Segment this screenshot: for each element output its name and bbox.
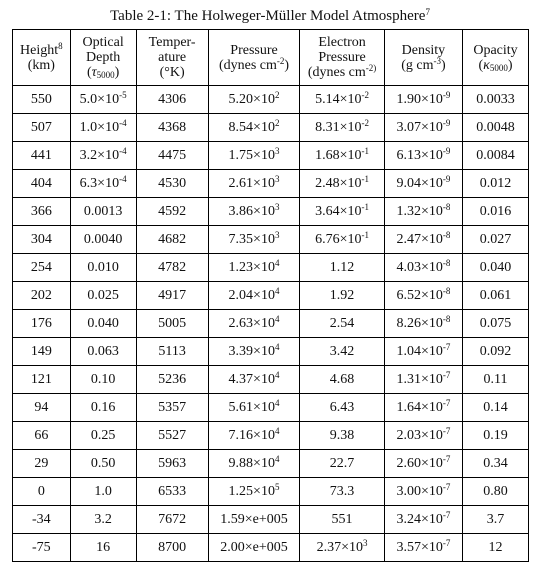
cell-electron-pressure — [300, 422, 384, 450]
cell-optical-depth — [70, 478, 136, 506]
cell-optical-depth-mantissa: 0.16 — [90, 399, 116, 415]
cell-density-mantissa: 1.64×10 — [396, 399, 443, 415]
cell-optical-depth — [70, 142, 136, 170]
cell-density-mantissa: 2.03×10 — [396, 427, 443, 443]
cell-pressure — [208, 226, 300, 254]
table-row — [13, 422, 529, 450]
cell-density-exponent: -7 — [442, 453, 451, 464]
cell-height: 550 — [13, 86, 71, 114]
cell-temperature: 4782 — [136, 254, 208, 282]
kappa-subscript: 5000 — [489, 62, 508, 73]
table-row — [13, 506, 529, 534]
header-density-label: Density — [401, 42, 446, 58]
cell-pressure-exponent: 2 — [274, 117, 280, 128]
cell-pressure — [208, 478, 300, 506]
cell-density-exponent: -8 — [442, 285, 451, 296]
cell-pressure-mantissa: 2.04×10 — [228, 287, 275, 303]
table-header — [13, 30, 529, 86]
cell-opacity: 3.7 — [463, 506, 529, 534]
height-footnote-marker: 8 — [58, 40, 63, 51]
cell-density-mantissa: 2.47×10 — [396, 231, 443, 247]
cell-density — [384, 366, 462, 394]
cell-optical-depth — [70, 282, 136, 310]
cell-height: 366 — [13, 198, 71, 226]
header-height-label: Height — [20, 42, 59, 58]
cell-electron-pressure — [300, 534, 384, 562]
cell-pressure-mantissa: 8.54×10 — [228, 119, 275, 135]
cell-optical-depth-mantissa: 0.025 — [87, 287, 119, 303]
cell-optical-depth-mantissa: 16 — [96, 539, 111, 555]
cell-density-mantissa: 3.57×10 — [396, 539, 443, 555]
cell-density-exponent: -7 — [442, 397, 451, 408]
cell-electron-pressure-mantissa: 2.48×10 — [315, 175, 362, 191]
cell-electron-pressure-mantissa: 2.54 — [329, 315, 355, 331]
cell-pressure — [208, 310, 300, 338]
cell-temperature: 5113 — [136, 338, 208, 366]
header-depth-label: Depth — [86, 50, 121, 65]
cell-optical-depth-mantissa: 0.0013 — [83, 203, 123, 219]
cell-optical-depth — [70, 86, 136, 114]
header-epressure-label: Pressure — [318, 50, 366, 65]
cell-pressure-mantissa: 2.00×e+005 — [220, 539, 288, 555]
cell-optical-depth-mantissa: 5.0×10 — [79, 91, 120, 107]
cell-electron-pressure-mantissa: 2.37×10 — [316, 539, 363, 555]
pressure-unit-close: ) — [284, 57, 290, 73]
cell-density-exponent: -8 — [442, 257, 451, 268]
cell-opacity: 0.0033 — [463, 86, 529, 114]
cell-electron-pressure-exponent: -2 — [361, 89, 369, 100]
header-optical-label: Optical — [82, 35, 124, 50]
cell-pressure-mantissa: 7.16×10 — [228, 427, 275, 443]
header-temperature-unit: (°K) — [159, 65, 185, 80]
cell-temperature: 5357 — [136, 394, 208, 422]
cell-opacity: 0.80 — [463, 478, 529, 506]
table-row — [13, 226, 529, 254]
cell-opacity: 0.061 — [463, 282, 529, 310]
cell-optical-depth-mantissa: 1.0×10 — [79, 119, 120, 135]
cell-density-mantissa: 3.07×10 — [396, 119, 443, 135]
cell-temperature: 4592 — [136, 198, 208, 226]
table-row — [13, 254, 529, 282]
cell-pressure-mantissa: 5.61×10 — [228, 399, 275, 415]
cell-electron-pressure — [300, 394, 384, 422]
cell-pressure-mantissa: 3.86×10 — [228, 203, 275, 219]
cell-density — [384, 506, 462, 534]
cell-opacity: 0.11 — [463, 366, 529, 394]
cell-height: 404 — [13, 170, 71, 198]
cell-density-exponent: -7 — [442, 341, 451, 352]
cell-density — [384, 534, 462, 562]
cell-pressure-exponent: 4 — [274, 369, 280, 380]
cell-density-mantissa: 3.00×10 — [396, 483, 443, 499]
cell-pressure — [208, 114, 300, 142]
cell-temperature: 6533 — [136, 478, 208, 506]
cell-temperature: 4917 — [136, 282, 208, 310]
table-row — [13, 366, 529, 394]
cell-density-exponent: -8 — [442, 313, 451, 324]
cell-height: 202 — [13, 282, 71, 310]
tau-subscript: 5000 — [96, 70, 115, 80]
cell-temperature: 4530 — [136, 170, 208, 198]
cell-density-mantissa: 1.32×10 — [396, 203, 443, 219]
cell-electron-pressure-mantissa: 1.12 — [329, 259, 355, 275]
cell-pressure-exponent: 5 — [274, 481, 280, 492]
header-epressure-unit — [300, 65, 383, 80]
cell-electron-pressure-mantissa: 5.14×10 — [315, 91, 362, 107]
cell-pressure-mantissa: 1.59×e+005 — [220, 511, 288, 527]
column-header-pressure — [208, 30, 300, 86]
cell-electron-pressure — [300, 310, 384, 338]
cell-pressure-exponent: 3 — [274, 201, 280, 212]
cell-pressure — [208, 366, 300, 394]
cell-pressure-mantissa: 9.88×10 — [228, 455, 275, 471]
cell-density-mantissa: 6.13×10 — [396, 147, 443, 163]
cell-density-mantissa: 1.31×10 — [396, 371, 443, 387]
cell-pressure-mantissa: 4.37×10 — [228, 371, 275, 387]
table-row — [13, 86, 529, 114]
cell-height: 121 — [13, 366, 71, 394]
tau-glyph: τ — [91, 65, 97, 80]
column-header-optical-depth — [70, 30, 136, 86]
cell-electron-pressure — [300, 478, 384, 506]
epressure-unit-text: (dynes cm — [307, 65, 366, 80]
cell-opacity: 0.14 — [463, 394, 529, 422]
cell-height: -75 — [13, 534, 71, 562]
cell-opacity: 0.012 — [463, 170, 529, 198]
cell-optical-depth — [70, 422, 136, 450]
cell-pressure — [208, 534, 300, 562]
table-row — [13, 534, 529, 562]
cell-electron-pressure-mantissa: 1.68×10 — [315, 147, 362, 163]
cell-density-mantissa: 6.52×10 — [396, 287, 443, 303]
caption-text: Table 2-1: The Holweger-Müller Model Atmosphere — [110, 8, 426, 24]
column-header-electron-pressure — [300, 30, 384, 86]
column-header-opacity — [463, 30, 529, 86]
density-unit-text: (g cm — [401, 57, 434, 73]
cell-pressure-mantissa: 3.39×10 — [228, 343, 275, 359]
cell-optical-depth-mantissa: 3.2×10 — [79, 147, 120, 163]
cell-opacity: 0.016 — [463, 198, 529, 226]
cell-electron-pressure — [300, 114, 384, 142]
cell-opacity: 0.0048 — [463, 114, 529, 142]
cell-height: -34 — [13, 506, 71, 534]
cell-electron-pressure — [300, 226, 384, 254]
table-row — [13, 170, 529, 198]
table-caption — [0, 0, 540, 24]
cell-electron-pressure-mantissa: 1.92 — [329, 287, 355, 303]
density-unit-exponent: -3 — [433, 55, 441, 66]
cell-temperature: 5005 — [136, 310, 208, 338]
cell-density — [384, 86, 462, 114]
cell-density-mantissa: 1.04×10 — [396, 343, 443, 359]
cell-height: 176 — [13, 310, 71, 338]
cell-density-exponent: -9 — [442, 89, 451, 100]
cell-density-mantissa: 1.90×10 — [396, 91, 443, 107]
cell-electron-pressure-mantissa: 8.31×10 — [315, 119, 362, 135]
cell-density-exponent: -8 — [442, 201, 451, 212]
cell-electron-pressure-mantissa: 6.76×10 — [315, 231, 362, 247]
density-unit-close: ) — [440, 57, 446, 73]
cell-pressure — [208, 282, 300, 310]
cell-electron-pressure-exponent: -1 — [361, 145, 369, 156]
cell-electron-pressure-mantissa: 73.3 — [329, 483, 355, 499]
cell-density — [384, 422, 462, 450]
cell-pressure-exponent: 4 — [274, 453, 280, 464]
cell-electron-pressure-exponent: 3 — [363, 537, 368, 548]
column-header-temperature — [136, 30, 208, 86]
cell-optical-depth-mantissa: 0.50 — [90, 455, 116, 471]
cell-electron-pressure — [300, 450, 384, 478]
cell-optical-depth — [70, 170, 136, 198]
column-header-height — [13, 30, 71, 86]
column-header-density — [384, 30, 462, 86]
cell-optical-depth — [70, 254, 136, 282]
cell-height: 507 — [13, 114, 71, 142]
cell-pressure-exponent: 4 — [274, 313, 280, 324]
cell-optical-depth-mantissa: 6.3×10 — [79, 175, 120, 191]
cell-electron-pressure-mantissa: 9.38 — [329, 427, 355, 443]
cell-density-exponent: -9 — [442, 145, 451, 156]
header-temper-label: Temper- — [148, 35, 196, 50]
cell-density-exponent: -7 — [442, 425, 451, 436]
table-row — [13, 450, 529, 478]
cell-height: 441 — [13, 142, 71, 170]
cell-height: 254 — [13, 254, 71, 282]
cell-pressure-mantissa: 2.63×10 — [228, 315, 275, 331]
table-row — [13, 114, 529, 142]
cell-temperature: 5527 — [136, 422, 208, 450]
cell-pressure — [208, 198, 300, 226]
cell-optical-depth-exponent: -4 — [119, 117, 127, 128]
cell-electron-pressure-mantissa: 3.64×10 — [315, 203, 362, 219]
cell-pressure — [208, 422, 300, 450]
cell-optical-depth — [70, 310, 136, 338]
cell-optical-depth-exponent: -5 — [119, 89, 127, 100]
table-row — [13, 338, 529, 366]
cell-pressure-exponent: 3 — [274, 145, 280, 156]
cell-height: 29 — [13, 450, 71, 478]
cell-opacity: 0.040 — [463, 254, 529, 282]
cell-pressure-exponent: 4 — [274, 341, 280, 352]
table-row — [13, 478, 529, 506]
cell-density-exponent: -8 — [442, 229, 451, 240]
cell-opacity: 0.0084 — [463, 142, 529, 170]
cell-optical-depth — [70, 226, 136, 254]
cell-density — [384, 114, 462, 142]
atmosphere-table — [12, 29, 529, 562]
cell-pressure — [208, 170, 300, 198]
cell-optical-depth — [70, 450, 136, 478]
header-row — [13, 30, 529, 86]
cell-optical-depth — [70, 114, 136, 142]
cell-optical-depth-exponent: -4 — [119, 145, 127, 156]
cell-electron-pressure-exponent: -1 — [361, 201, 369, 212]
caption-footnote-marker: 7 — [425, 7, 430, 17]
cell-electron-pressure-mantissa: 4.68 — [329, 371, 355, 387]
cell-optical-depth-mantissa: 1.0 — [94, 483, 112, 499]
cell-temperature: 4306 — [136, 86, 208, 114]
cell-opacity: 0.19 — [463, 422, 529, 450]
cell-optical-depth-mantissa: 0.0040 — [83, 231, 123, 247]
cell-pressure-mantissa: 1.23×10 — [228, 259, 275, 275]
cell-opacity: 0.027 — [463, 226, 529, 254]
cell-optical-depth — [70, 534, 136, 562]
cell-pressure-mantissa: 5.20×10 — [228, 91, 275, 107]
table-row — [13, 310, 529, 338]
cell-temperature: 4368 — [136, 114, 208, 142]
cell-height: 149 — [13, 338, 71, 366]
table-row — [13, 142, 529, 170]
header-ature-label: ature — [158, 50, 187, 65]
cell-electron-pressure — [300, 366, 384, 394]
cell-pressure — [208, 450, 300, 478]
cell-optical-depth-exponent: -4 — [119, 173, 127, 184]
cell-density — [384, 198, 462, 226]
cell-optical-depth — [70, 338, 136, 366]
cell-electron-pressure-exponent: -2 — [361, 117, 369, 128]
cell-height: 94 — [13, 394, 71, 422]
cell-density-exponent: -7 — [442, 481, 451, 492]
cell-density — [384, 282, 462, 310]
kappa-glyph: κ — [483, 57, 490, 73]
cell-pressure-exponent: 4 — [274, 257, 280, 268]
cell-electron-pressure-mantissa: 22.7 — [329, 455, 355, 471]
cell-optical-depth-mantissa: 0.063 — [87, 343, 119, 359]
cell-temperature: 8700 — [136, 534, 208, 562]
cell-electron-pressure — [300, 338, 384, 366]
cell-height: 304 — [13, 226, 71, 254]
cell-pressure-mantissa: 1.25×10 — [228, 483, 275, 499]
pressure-unit-text: (dynes cm — [218, 57, 277, 73]
epressure-unit-exponent: -2) — [365, 63, 377, 73]
cell-density — [384, 478, 462, 506]
cell-pressure-exponent: 3 — [274, 229, 280, 240]
cell-opacity: 12 — [463, 534, 529, 562]
cell-optical-depth — [70, 394, 136, 422]
cell-temperature: 4682 — [136, 226, 208, 254]
cell-optical-depth-mantissa: 0.10 — [90, 371, 116, 387]
cell-electron-pressure-mantissa: 551 — [331, 511, 353, 527]
cell-electron-pressure — [300, 86, 384, 114]
cell-pressure-exponent: 4 — [274, 425, 280, 436]
cell-pressure-exponent: 2 — [274, 89, 280, 100]
cell-pressure — [208, 394, 300, 422]
cell-optical-depth-mantissa: 3.2 — [94, 511, 112, 527]
cell-electron-pressure — [300, 142, 384, 170]
cell-pressure — [208, 142, 300, 170]
cell-temperature: 4475 — [136, 142, 208, 170]
cell-density-exponent: -7 — [442, 509, 451, 520]
cell-height: 66 — [13, 422, 71, 450]
cell-density — [384, 338, 462, 366]
cell-optical-depth — [70, 366, 136, 394]
cell-density-exponent: -7 — [442, 537, 451, 548]
table-body — [13, 86, 529, 562]
cell-electron-pressure-exponent: -1 — [361, 173, 369, 184]
cell-temperature: 7672 — [136, 506, 208, 534]
cell-density — [384, 170, 462, 198]
cell-pressure — [208, 254, 300, 282]
cell-density-mantissa: 8.26×10 — [396, 315, 443, 331]
cell-density-mantissa: 9.04×10 — [396, 175, 443, 191]
cell-optical-depth-mantissa: 0.010 — [87, 259, 119, 275]
cell-electron-pressure-mantissa: 3.42 — [329, 343, 355, 359]
cell-density-exponent: -7 — [442, 369, 451, 380]
cell-density-exponent: -9 — [442, 173, 451, 184]
header-pressure-unit — [209, 55, 300, 73]
cell-density — [384, 450, 462, 478]
header-kappa-symbol: $(\kappa_{5000})$ — [478, 57, 513, 73]
cell-density — [384, 226, 462, 254]
cell-density-mantissa: 4.03×10 — [396, 259, 443, 275]
cell-temperature: 5236 — [136, 366, 208, 394]
cell-density — [384, 254, 462, 282]
cell-density-exponent: -9 — [442, 117, 451, 128]
cell-optical-depth — [70, 198, 136, 226]
cell-opacity: 0.34 — [463, 450, 529, 478]
header-tau-symbol: $(\tau_{5000})$ — [86, 65, 120, 80]
cell-density — [384, 394, 462, 422]
cell-electron-pressure — [300, 506, 384, 534]
cell-opacity: 0.092 — [463, 338, 529, 366]
cell-pressure-mantissa: 2.61×10 — [228, 175, 275, 191]
cell-optical-depth-mantissa: 0.25 — [90, 427, 116, 443]
cell-electron-pressure-mantissa: 6.43 — [329, 399, 355, 415]
cell-density — [384, 142, 462, 170]
header-height-unit: (km) — [27, 57, 55, 73]
cell-temperature: 5963 — [136, 450, 208, 478]
cell-density-mantissa: 3.24×10 — [396, 511, 443, 527]
table-row — [13, 198, 529, 226]
cell-pressure — [208, 506, 300, 534]
cell-optical-depth — [70, 506, 136, 534]
header-pressure-label: Pressure — [230, 42, 278, 58]
cell-height: 0 — [13, 478, 71, 506]
header-opacity-label: Opacity — [473, 42, 518, 58]
cell-pressure-mantissa: 7.35×10 — [228, 231, 275, 247]
cell-pressure-exponent: 3 — [274, 173, 280, 184]
cell-pressure-mantissa: 1.75×10 — [228, 147, 275, 163]
cell-pressure — [208, 86, 300, 114]
header-electron-label: Electron — [318, 35, 366, 50]
cell-electron-pressure — [300, 170, 384, 198]
cell-density-mantissa: 2.60×10 — [396, 455, 443, 471]
cell-electron-pressure — [300, 254, 384, 282]
cell-opacity: 0.075 — [463, 310, 529, 338]
cell-electron-pressure — [300, 198, 384, 226]
table-row — [13, 394, 529, 422]
cell-electron-pressure-exponent: -1 — [361, 229, 369, 240]
table-row — [13, 282, 529, 310]
cell-pressure — [208, 338, 300, 366]
cell-pressure-exponent: 4 — [274, 285, 280, 296]
cell-density — [384, 310, 462, 338]
cell-pressure-exponent: 4 — [274, 397, 280, 408]
cell-electron-pressure — [300, 282, 384, 310]
cell-optical-depth-mantissa: 0.040 — [87, 315, 119, 331]
pressure-unit-exponent: -2 — [276, 55, 285, 66]
header-density-unit — [385, 55, 462, 73]
